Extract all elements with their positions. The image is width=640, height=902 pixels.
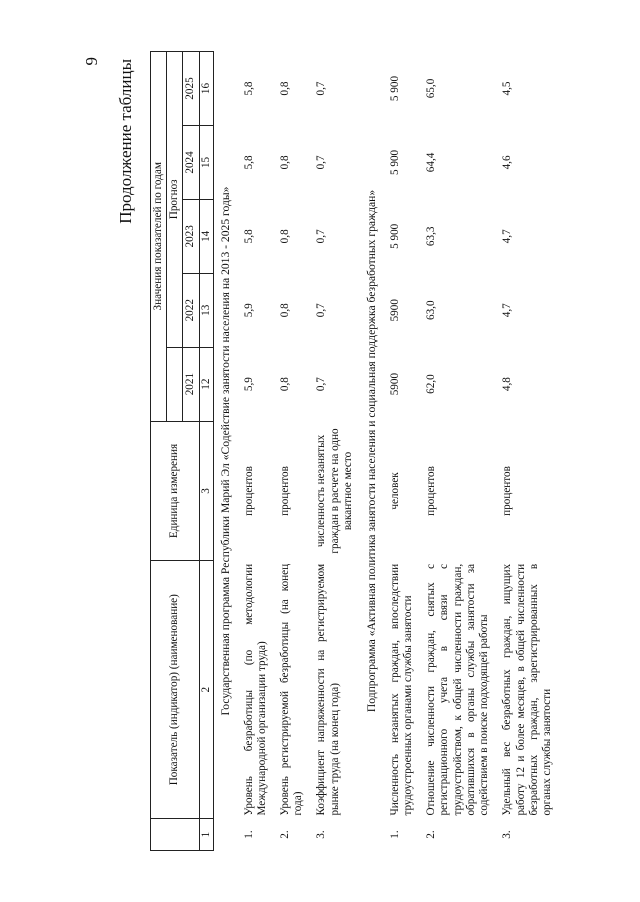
column-index: 16 [199,52,213,126]
indicator-name: Удельный вес безработных граждан, ищущих работу 12 и более месяцев, в общей численности безработных граждан, зарегистрированных в органах службы занятости [501,563,553,816]
value-cell: 0,8 [278,81,291,96]
row-number: 1. [242,830,255,839]
value-cell: 5,8 [242,81,255,96]
unit-cell: численность незанятых граждан в расчете на одно вакантное место [315,428,354,554]
header-year: 2024 [183,125,199,199]
table-row [310,52,360,851]
value-cell: 0,7 [315,229,328,244]
table-row [384,52,420,851]
continuation-title: Продолжение таблицы [116,59,135,224]
value-cell: 5 900 [388,75,401,102]
indicator-name: Отношение численности граждан, снятых с регистрационного учета в связи с трудоустройством, к общей численности граждан, обратившихся в органы службы занятости за содействием в поиске подходящей работы [425,563,491,816]
indicator-name: Уровень безработицы (по методологии Международной организации труда) [242,563,268,816]
value-cell: 5,9 [242,377,255,392]
section-title: Государственная программа Республики Марий Эл «Содействие занятости населения на 2013 - 2025 годы» [218,186,232,716]
value-cell: 0,8 [278,303,291,318]
header-year: 2022 [183,273,199,347]
row-number: 2. [278,830,291,839]
column-index: 2 [199,561,213,819]
value-cell: 0,7 [315,155,328,170]
value-cell: 0,8 [278,229,291,244]
header-year: 2023 [183,199,199,273]
value-cell: 4,5 [501,81,514,96]
column-index: 3 [199,421,213,561]
value-cell: 5,9 [242,303,255,318]
value-cell: 5 900 [388,149,401,176]
value-cell: 4,8 [501,377,514,392]
unit-cell: человек [388,472,401,510]
value-cell: 65,0 [425,78,438,99]
column-index: 15 [199,125,213,199]
header-values: Значения показателей по годам [151,52,167,422]
value-cell: 5,8 [242,229,255,244]
header-year: 2025 [183,52,199,126]
header-year: 2021 [183,347,199,421]
value-cell: 4,7 [501,229,514,244]
value-cell: 63,0 [425,300,438,320]
row-number: 3. [501,830,514,839]
unit-cell: процентов [242,466,255,516]
value-cell: 4,6 [501,155,514,170]
rotated-page-content [80,51,560,851]
row-number: 2. [425,830,438,839]
unit-cell: процентов [501,466,514,516]
value-cell: 5,8 [242,155,255,170]
page-number: 9 [82,57,101,66]
value-cell: 5 900 [388,223,401,249]
header-forecast: Прогноз [167,52,183,348]
header-cell-empty [151,819,200,851]
column-index: 14 [199,199,213,273]
column-index: 13 [199,273,213,347]
header-unit: Единица измерения [151,421,200,561]
value-cell: 0,7 [315,81,328,96]
header-year-spacer [167,347,183,421]
row-number: 3. [315,830,328,839]
indicator-name: Численность незанятых граждан, впоследствии трудоустроенных органами службы занятости [388,563,414,816]
value-cell: 0,7 [315,303,328,318]
value-cell: 62,0 [425,374,438,394]
value-cell: 63,3 [425,226,438,247]
indicators-table [150,51,559,851]
header-indicator: Показатель (индикатор) (наименование) [151,561,200,819]
value-cell: 0,7 [315,377,328,392]
table-row [420,52,496,851]
value-cell: 64,4 [425,152,438,173]
value-cell: 4,7 [501,303,514,318]
row-number: 1. [388,830,401,839]
value-cell: 0,8 [278,377,291,392]
table-row [274,52,310,851]
value-cell: 0,8 [278,155,291,170]
value-cell: 5900 [388,372,401,396]
table-row [238,52,274,851]
section-title: Подпрограмма «Активная политика занятости населения и социальная поддержка безработных граждан» [365,189,379,713]
indicator-name: Коэффициент напряженности на регистрируемом рынке труда (на конец года) [315,563,341,816]
unit-cell: процентов [425,466,438,516]
column-index: 12 [199,347,213,421]
table-row [496,52,559,851]
value-cell: 5900 [388,299,401,322]
indicator-name: Уровень регистрируемой безработицы (на конец года) [278,563,305,816]
column-index: 1 [199,819,213,851]
unit-cell: процентов [278,466,291,516]
